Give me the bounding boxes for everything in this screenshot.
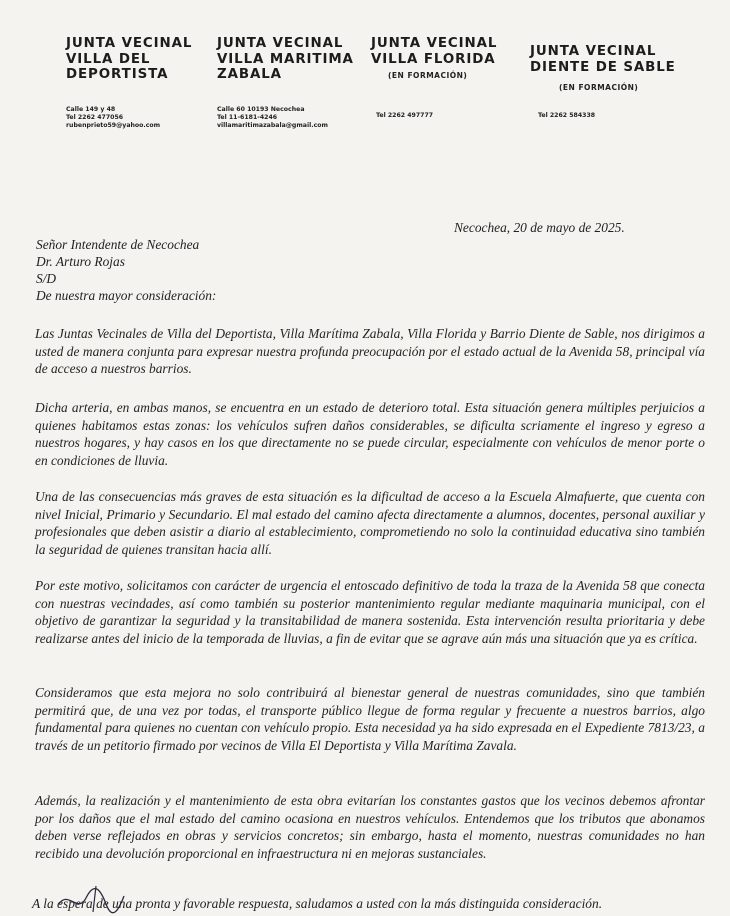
- addressee-name: Dr. Arturo Rojas: [36, 254, 125, 269]
- letterhead-villa-florida: [371, 36, 498, 119]
- org-contact: [66, 106, 160, 130]
- org-address: Calle 149 y 48: [66, 106, 116, 113]
- body-paragraph: Además, la realización y el mantenimiento de esta obra evitarían los constantes gastos que los vecinos debemos afrontar por los daños que el mal estado del camino ocasiona en nuestros vehículos. Entendemos que los tributos que abonamos deben verse reflejados en obras y servicios concretos; sin embargo, hasta el momento, nuestras comunidades no han recibido una devolución proporcional en infraestructura ni en mejoras sustanciales.: [35, 793, 705, 861]
- org-email: rubenprieto59@yahoo.com: [66, 122, 161, 129]
- org-phone: Tel 2262 477056: [66, 114, 124, 121]
- body-paragraph: Consideramos que esta mejora no solo contribuirá al bienestar general de nuestras comunidades, sino que también permitirá que, de una vez por todas, el transporte público llegue de forma regular y frecuente a nuestros barrios, algo fundamental para quienes no cuentan con vehículo propio. Esta necesidad ya ha sido expresada en el Expediente 7813/23, a través de un petitorio firmado por vecinos de Villa El Deportista y Villa Marítima Zavala.: [35, 685, 705, 753]
- org-phone: Tel 2262 584338: [538, 112, 596, 119]
- org-name: JUNTA VECINAL VILLA MARITIMA ZABALA: [217, 36, 354, 82]
- addressee-sd: S/D: [36, 271, 57, 286]
- addressee-block: [36, 236, 216, 304]
- body-paragraph: Una de las consecuencias más graves de esta situación es la dificultad de acceso a la Escuela Almafuerte, que cuenta con nivel Inicial, Primario y Secundario. El mal estado del camino afecta directamente a alumnos, docentes, personal auxiliar y profesionales que deben asistir a diario al establecimiento, comprometiendo no solo la continuidad educativa sino también la seguridad de quienes transitan hacia allí.: [35, 489, 705, 557]
- org-address: Calle 60 10193 Necochea: [217, 106, 305, 113]
- letterhead-diente-de-sable: [530, 36, 676, 119]
- org-name: JUNTA VECINAL VILLA FLORIDA: [371, 36, 498, 67]
- org-name: JUNTA VECINAL VILLA DEL DEPORTISTA: [66, 36, 193, 82]
- org-contact: [538, 112, 595, 120]
- org-phone: Tel 11-6181-4246: [217, 114, 278, 121]
- letterhead-villa-del-deportista: [66, 36, 193, 129]
- addressee-title: Señor Intendente de Necochea: [36, 237, 200, 252]
- letterhead-villa-maritima-zabala: [217, 36, 354, 129]
- org-contact: [217, 106, 328, 130]
- body-paragraph: Las Juntas Vecinales de Villa del Deportista, Villa Marítima Zabala, Villa Florida y Barrio Diente de Sable, nos dirigimos a usted de manera conjunta para expresar nuestra profunda preocupación por el estado actual de la Avenida 58, principal vía de acceso a nuestros barrios.: [35, 326, 705, 376]
- body-paragraph: Por este motivo, solicitamos con carácter de urgencia el entoscado definitivo de toda la traza de la Avenida 58 que conecta con nuestras vecindades, así como también su posterior mantenimiento regular mediante maquinaria municipal, con el objetivo de garantizar la seguridad y la transitabilidad de manera sostenida. Esta intervención resulta prioritaria y debe realizarse antes del inicio de la temporada de lluvias, a fin de evitar que se agrave aún más una situación que ya es crítica.: [35, 578, 705, 646]
- org-formation-note: (EN FORMACIÓN): [388, 71, 468, 80]
- org-email: villamaritimazabala@gmail.com: [217, 122, 328, 129]
- body-paragraph: Dicha arteria, en ambas manos, se encuentra en un estado de deterioro total. Esta situación genera múltiples perjuicios a quienes habitamos estas zonas: los vehículos sufren daños considerables, se dificulta scriamente el ingreso y egreso a nuestros hogares, y hay casos en los que directamente no se puede circular, especialmente con vehículos de menor porte o en condiciones de lluvia.: [35, 400, 705, 468]
- closing-line: A la espera de una pronta y favorable respuesta, saludamos a usted con la más distinguida consideración.: [32, 896, 603, 911]
- org-contact: [376, 112, 433, 120]
- letter-date: Necochea, 20 de mayo de 2025.: [454, 220, 625, 235]
- org-phone: Tel 2262 497777: [376, 112, 434, 119]
- org-name: JUNTA VECINAL DIENTE DE SABLE: [530, 44, 676, 75]
- org-formation-note: (EN FORMACIÓN): [559, 83, 639, 92]
- ink-scribble: [56, 884, 126, 916]
- salutation: De nuestra mayor consideración:: [36, 288, 217, 303]
